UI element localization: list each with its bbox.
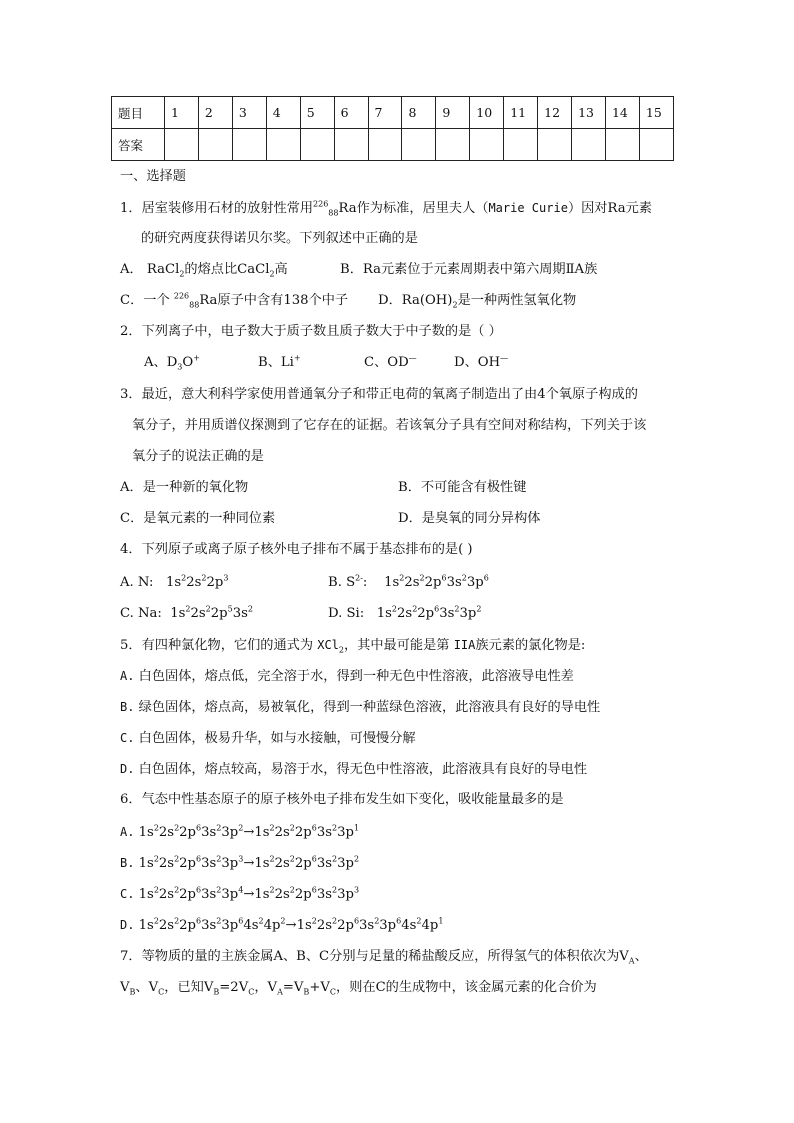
question-2-stem: 2．下列离子中，电子数大于质子数且质子数大于中子数的是（ ） [120, 324, 502, 339]
question-number: 8 [402, 97, 436, 129]
question-number: 13 [572, 97, 606, 129]
text: ，V [254, 980, 278, 995]
question-number: 14 [605, 97, 639, 129]
text: D．Ra(OH) [378, 293, 453, 308]
question-6-option-b: B. $1s^22s^22p^63s^23p^3\to 1s^22s^22p^63s^23p^2$ [120, 854, 360, 871]
answer-cell[interactable] [334, 129, 368, 161]
answer-table [111, 96, 674, 161]
answer-cell[interactable] [232, 129, 266, 161]
text: A. N: [120, 575, 154, 590]
text: ）因对Ra元素 [567, 201, 652, 216]
answer-cell[interactable] [572, 129, 606, 161]
row-header: 题目 [112, 97, 165, 129]
question-1-option-b: B．Ra元素位于元素周期表中第六周期ⅡA族 [340, 262, 598, 277]
question-3-option-a: A．是一种新的氧化物 [120, 480, 249, 495]
question-7-stem-line2: $V_B$、$V_C$，已知$V_B=2V_C$，$V_A=V_B+V_C$，则在C的生成物中，该金属元素的化合价为 [120, 980, 597, 997]
question-6-option-a: A. $1s^22s^22p^63s^23p^2\to 1s^22s^22p^63s^23p^1$ [120, 823, 360, 840]
question-1-option-a: A． RaCl$_2$的熔点比CaCl$_2$高 [120, 262, 288, 279]
question-number: 15 [639, 97, 673, 129]
text: 7．等物质的量的主族金属A、B、C分别与足量的稀盐酸反应，所得氢气的体积依次为V [120, 949, 629, 964]
text: B、Li [258, 355, 294, 370]
text: C．一个 [120, 293, 170, 308]
text: ，已知V [164, 980, 214, 995]
question-1-stem: 1．居室装修用石材的放射性常用$^{226}_{88}$Ra作为标准，居里夫人（Marie Curie）因对Ra元素 [120, 199, 652, 218]
answer-cell[interactable] [368, 129, 402, 161]
text: Marie Curie [488, 201, 568, 215]
answer-cell[interactable] [165, 129, 199, 161]
answer-cell[interactable] [538, 129, 572, 161]
text: IIA [453, 638, 476, 652]
question-number: 5 [300, 97, 334, 129]
question-1-stem-line2: 的研究两度获得诺贝尔奖。下列叙述中正确的是 [141, 231, 418, 246]
text: Ra作为标准，居里夫人（ [338, 201, 489, 216]
question-3-stem-line2: 氧分子，并用质谱仪探测到了它存在的证据。若该氧分子具有空间对称结构，下列关于该 [132, 418, 647, 433]
question-2-option-b: B、Li+ [258, 353, 301, 370]
question-4-option-c: C. Na: $1s^22s^22p^53s^2$ [120, 604, 253, 621]
text: D. Si: [328, 606, 365, 621]
text: 5．有四种氯化物，它们的通式为 [120, 638, 314, 653]
answer-cell[interactable] [198, 129, 232, 161]
text: D、OH [454, 355, 501, 370]
text: XCl [317, 638, 339, 652]
text: 是一种两性氢氧化物 [457, 293, 577, 308]
text: A． [120, 262, 143, 277]
question-number: 3 [232, 97, 266, 129]
question-5-option-c: C. 白色固体，极易升华，如与水接触，可慢慢分解 [120, 731, 416, 746]
text: 白色固体，极易升华，如与水接触，可慢慢分解 [138, 731, 416, 746]
question-number: 4 [266, 97, 300, 129]
question-7-stem-line1: 7．等物质的量的主族金属A、B、C分别与足量的稀盐酸反应，所得氢气的体积依次为$V_A$、 [120, 949, 648, 966]
question-3-stem-line1: 3．最近，意大利科学家使用普通氧分子和带正电荷的氧离子制造出了由4个氧原子构成的 [120, 387, 638, 402]
answer-cell[interactable] [436, 129, 470, 161]
answer-cell[interactable] [300, 129, 334, 161]
question-number: 10 [470, 97, 504, 129]
question-4-option-a: A. N: $1s^22s^22p^3$ [120, 573, 229, 590]
answer-header: 答案 [112, 129, 165, 161]
question-4-option-d: D. Si: $1s^22s^22p^63s^23p^2$ [328, 604, 482, 621]
section-heading: 一、选择题 [120, 169, 186, 184]
text: +V [309, 980, 330, 995]
answer-cell[interactable] [639, 129, 673, 161]
answer-cell[interactable] [605, 129, 639, 161]
question-3-stem-line3: 氧分子的说法正确的是 [132, 449, 264, 464]
text: C、OD [364, 355, 409, 370]
answer-row [112, 129, 674, 161]
answer-cell[interactable] [266, 129, 300, 161]
question-3-option-c: C．是氧元素的一种同位素 [120, 511, 276, 526]
text: 绿色固体，熔点高，易被氧化，得到一种蓝绿色溶液，此溶液具有良好的导电性 [138, 700, 601, 715]
question-3-option-b: B．不可能含有极性键 [398, 480, 527, 495]
question-5-option-a: A. 白色固体，熔点低，完全溶于水，得到一种无色中性溶液，此溶液导电性差 [120, 669, 574, 684]
text: =2V [219, 980, 249, 995]
question-1-option-c: C．一个 $^{226}_{88}$Ra原子中含有138个中子 [120, 291, 349, 310]
text: 的熔点比CaCl [184, 262, 270, 277]
question-6-option-c: C. $1s^22s^22p^63s^23p^4\to 1s^22s^22p^63s^23p^3$ [120, 885, 360, 902]
question-1-option-d: D．$Ra(OH)_2$是一种两性氢氧化物 [378, 293, 577, 310]
text: =V [282, 980, 304, 995]
question-2-option-c: C、OD— [364, 353, 417, 370]
question-number: 11 [504, 97, 538, 129]
question-4-option-b: B. $S^{2-}$: $1s^22s^22p^63s^23p^6$ [328, 573, 489, 590]
text: 白色固体，熔点较高，易溶于水，得无色中性溶液，此溶液具有良好的导电性 [138, 762, 588, 777]
text: C. Na: [120, 606, 162, 621]
question-4-stem: 4．下列原子或离子原子核外电子排布不属于基态排布的是( ) [120, 542, 473, 557]
question-6-option-d: D. $1s^22s^22p^63s^23p^64s^24p^2\to 1s^22s^22p^63s^23p^64s^24p^1$ [120, 916, 444, 933]
text: A、D [144, 355, 178, 370]
question-5-option-d: D. 白色固体，熔点较高，易溶于水，得无色中性溶液，此溶液具有良好的导电性 [120, 762, 588, 777]
answer-cell[interactable] [504, 129, 538, 161]
question-number: 6 [334, 97, 368, 129]
question-5-stem: 5．有四种氯化物，它们的通式为 XCl$_2$，其中最可能是第 IIA族元素的氯化物是: [120, 638, 586, 655]
question-2-option-d: D、OH— [454, 353, 509, 370]
question-number: 12 [538, 97, 572, 129]
text: Ra原子中含有138个中子 [199, 293, 349, 308]
text: 高 [274, 262, 288, 277]
text: V [120, 980, 130, 995]
question-6-stem: 6．气态中性基态原子的原子核外电子排布发生如下变化，吸收能量最多的是 [120, 792, 564, 807]
question-number: 2 [198, 97, 232, 129]
question-number: 7 [368, 97, 402, 129]
text: B. S [328, 575, 356, 590]
answer-cell[interactable] [470, 129, 504, 161]
question-2-option-a: A、$D_3O^+$ [144, 353, 200, 372]
answer-cell[interactable] [402, 129, 436, 161]
text: ，其中最可能是第 [344, 638, 450, 653]
question-number: 1 [165, 97, 199, 129]
question-5-option-b: B. 绿色固体，熔点高，易被氧化，得到一种蓝绿色溶液，此溶液具有良好的导电性 [120, 700, 601, 715]
text: 白色固体，熔点低，完全溶于水，得到一种无色中性溶液，此溶液导电性差 [138, 669, 574, 684]
question-number-row [112, 97, 674, 129]
text: 1．居室装修用石材的放射性常用 [120, 201, 314, 216]
text: 、V [135, 980, 159, 995]
text: ，则在C的生成物中，该金属元素的化合价为 [336, 980, 597, 995]
text: 族元素的氯化物是: [475, 638, 586, 653]
question-3-option-d: D．是臭氧的同分异构体 [398, 511, 541, 526]
question-number: 9 [436, 97, 470, 129]
